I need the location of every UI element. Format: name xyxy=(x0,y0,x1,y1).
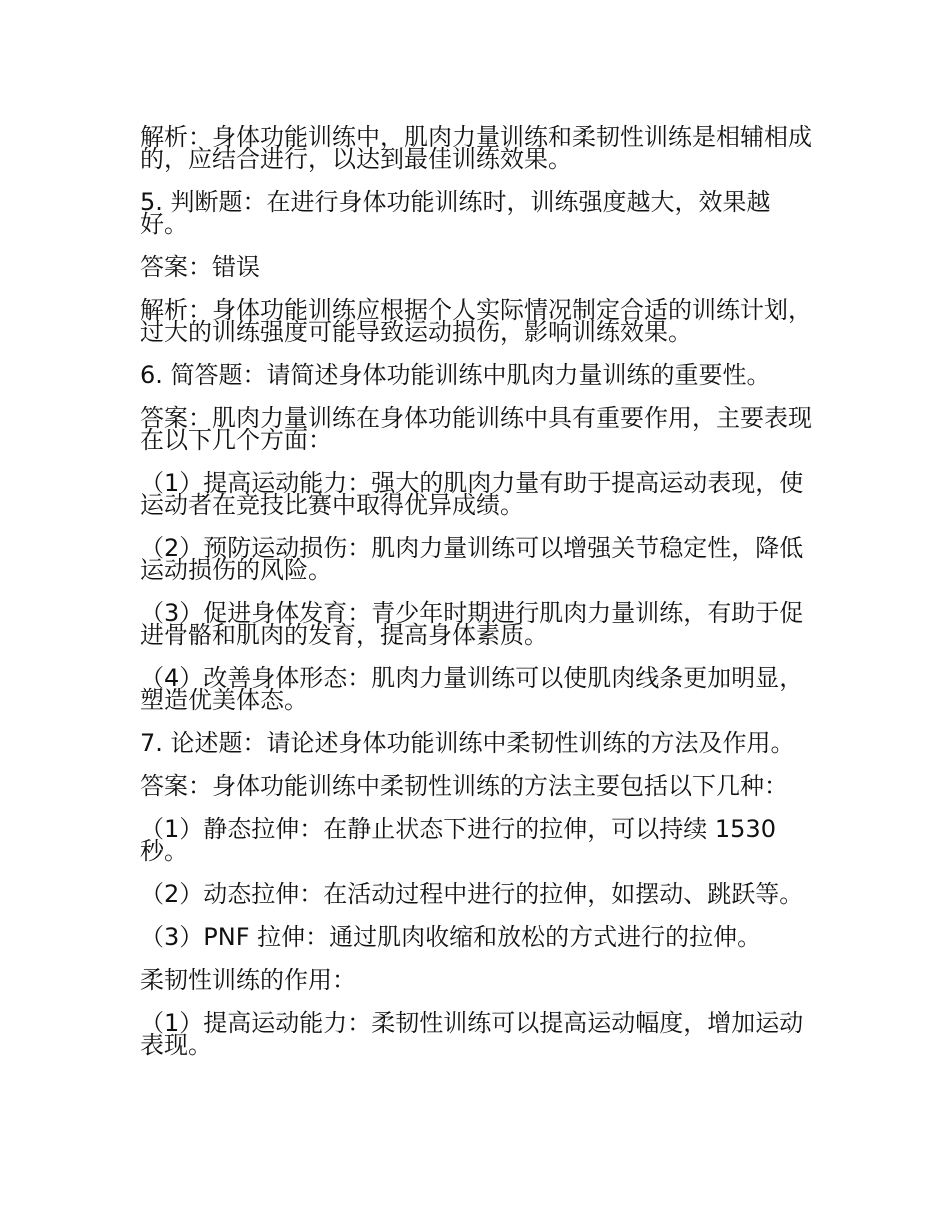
answer-7-method-2: （2）动态拉伸：在活动过程中进行的拉伸，如摆动、跳跃等。 xyxy=(140,880,804,908)
analysis-paragraph: 解析：身体功能训练中，肌肉力量训练和柔韧性训练是相辅相成的，应结合进行，以达到最佳训练效果。 xyxy=(140,123,812,173)
answer-7-method-1: （1）静态拉伸：在静止状态下进行的拉伸，可以持续 1530 秒。 xyxy=(140,815,776,865)
question-5-true-false: 5. 判断题：在进行身体功能训练时，训练强度越大，效果越好。 xyxy=(140,188,771,238)
answer-6-point-3: （3）促进身体发育：青少年时期进行肌肉力量训练，有助于促进骨骼和肌肉的发育，提高身体素质。 xyxy=(140,599,804,649)
answer-5: 答案：错误 xyxy=(140,253,260,281)
answer-6-point-2: （2）预防运动损伤：肌肉力量训练可以增强关节稳定性，降低运动损伤的风险。 xyxy=(140,534,804,584)
answer-7-effects-heading: 柔韧性训练的作用： xyxy=(140,966,356,994)
answer-7-effect-1: （1）提高运动能力：柔韧性训练可以提高运动幅度，增加运动表现。 xyxy=(140,1009,804,1059)
answer-6-point-4: （4）改善身体形态：肌肉力量训练可以使肌肉线条更加明显，塑造优美体态。 xyxy=(140,664,804,714)
question-6-short-answer: 6. 简答题：请简述身体功能训练中肌肉力量训练的重要性。 xyxy=(140,361,771,389)
answer-7-method-3: （3）PNF 拉伸：通过肌肉收缩和放松的方式进行的拉伸。 xyxy=(140,923,762,951)
question-7-essay: 7. 论述题：请论述身体功能训练中柔韧性训练的方法及作用。 xyxy=(140,729,795,757)
analysis-5: 解析：身体功能训练应根据个人实际情况制定合适的训练计划，过大的训练强度可能导致运动损伤，影响训练效果。 xyxy=(140,296,812,346)
answer-6-point-1: （1）提高运动能力：强大的肌肉力量有助于提高运动表现，使运动者在竞技比赛中取得优异成绩。 xyxy=(140,469,804,519)
answer-6-intro: 答案：肌肉力量训练在身体功能训练中具有重要作用，主要表现在以下几个方面： xyxy=(140,404,812,454)
document-page xyxy=(140,123,812,1077)
answer-7-intro: 答案：身体功能训练中柔韧性训练的方法主要包括以下几种： xyxy=(140,772,788,800)
